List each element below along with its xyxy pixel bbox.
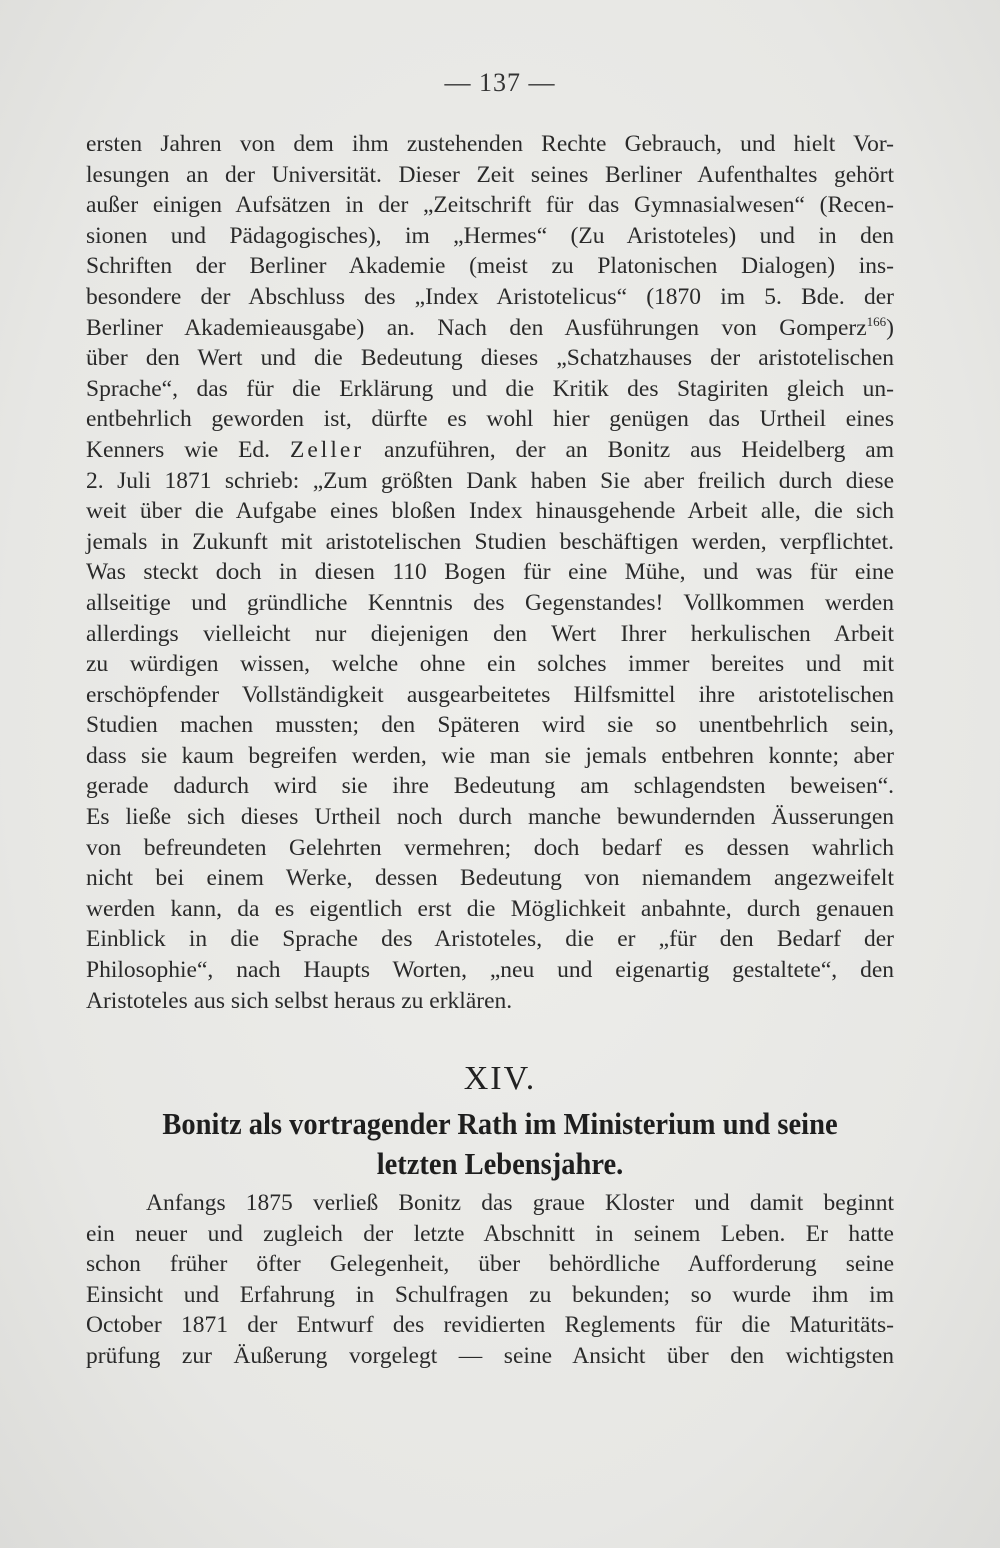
text-line: Einblick in die Sprache des Aristoteles, die er „für den Bedarf der [86, 926, 894, 953]
paragraph-1 [86, 129, 894, 1016]
text-segment: Kenners wie Ed. [86, 436, 271, 463]
text-line: entbehrlich geworden ist, dürfte es wohl hier genügen das Urtheil eines [86, 406, 894, 433]
text-line: außer einigen Aufsätzen in der „Zeitschrift für das Gymnasialwesen“ (Recen- [86, 192, 894, 219]
text-line: Sprache“, das für die Erklärung und die Kritik des Stagiriten gleich un- [86, 375, 894, 402]
text-segment: anzuführen, der an Bonitz aus Heidelberg am [384, 436, 895, 463]
text-line: Studien machen mussten; den Späteren wird sie so unentbehrlich sein, [86, 712, 894, 739]
text-line: sionen und Pädagogisches), im „Hermes“ (Zu Aristoteles) und in den [86, 222, 894, 249]
text-line: Philosophie“, nach Haupts Worten, „neu und eigenartig gestaltete“, den [86, 957, 894, 984]
chapter-number: XIV. [463, 1060, 537, 1097]
text-line: Schriften der Berliner Akademie (meist zu Platonischen Dialogen) ins- [86, 253, 894, 280]
text-line: ersten Jahren von dem ihm zustehenden Rechte Gebrauch, und hielt Vor- [86, 131, 894, 157]
text-line: jemals in Zukunft mit aristotelischen Studien beschäftigen werden, verpflichtet. [86, 528, 894, 555]
text-line: ein neuer und zugleich der letzte Abschnitt in seinem Leben. Er hatte [86, 1220, 894, 1247]
text-line: erschöpfender Vollständigkeit ausgearbeitetes Hilfsmittel ihre aristotelischen [86, 681, 894, 708]
text-line: lesungen an der Universität. Dieser Zeit seines Berliner Aufenthaltes gehört [86, 161, 894, 188]
text-line: über den Wert und die Bedeutung dieses „Schatzhauses der aristotelischen [86, 345, 894, 372]
text-line: prüfung zur Äußerung vorgelegt — seine Ansicht über den wichtigsten [86, 1342, 894, 1369]
text-line-with-footnote: Berliner Akademieausgabe) an. Nach den Ausführungen von Gomperz$^{166}$) [86, 313, 894, 341]
text-line: Aristoteles aus sich selbst heraus zu erklären. [86, 987, 513, 1014]
footnote-reference: 166 [866, 313, 887, 329]
text-line: 2. Juli 1871 schrieb: „Zum größten Dank haben Sie aber freilich durch diese [86, 467, 894, 494]
text-line: werden kann, da es eigentlich erst die Möglichkeit anbahnte, durch genauen [86, 895, 894, 922]
text-line: zu würdigen wissen, welche ohne ein solches immer bereites und mit [86, 651, 894, 678]
text-line: dass sie kaum begreifen werden, wie man sie jemals entbehren konnte; aber [86, 742, 894, 769]
text-line: October 1871 der Entwurf des revidierten Reglements für die Maturitäts- [86, 1312, 894, 1339]
text-line: allseitige und gründliche Kenntnis des Gegenstandes! Vollkommen werden [86, 589, 894, 616]
text-line: weit über die Aufgabe eines bloßen Index hinausgehende Arbeit alle, die sich [86, 498, 894, 525]
spaced-name: Zeller [290, 436, 365, 463]
text-line: allerdings vielleicht nur diejenigen den Wert Ihrer herkulischen Arbeit [86, 620, 894, 647]
chapter-title-line-1: Bonitz als vortragender Rath im Ministerium und seine [162, 1106, 838, 1141]
chapter-title-line-2: letzten Lebensjahre. [376, 1146, 624, 1181]
text-line: schon früher öfter Gelegenheit, über behördliche Aufforderung seine [86, 1251, 894, 1278]
text-line: von befreundeten Gelehrten vermehren; doch bedarf es dessen wahrlich [86, 834, 894, 861]
page-number: — 137 — [444, 68, 556, 97]
text-line: Es ließe sich dieses Urtheil noch durch manche bewundernden Äusserungen [86, 804, 894, 831]
text-line: Einsicht und Erfahrung in Schulfragen zu bekunden; so wurde ihm im [86, 1281, 894, 1308]
text-line: gerade dadurch wird sie ihre Bedeutung am schlagendsten beweisen“. [86, 773, 894, 800]
text-segment: Berliner Akademieausgabe) an. Nach den Ausführungen von Gomperz [86, 314, 867, 341]
text-line: Anfangs 1875 verließ Bonitz das graue Kloster und damit beginnt [146, 1190, 894, 1216]
text-line: Was steckt doch in diesen 110 Bogen für eine Mühe, und was für eine [86, 559, 894, 586]
text-line: besondere der Abschluss des „Index Aristotelicus“ (1870 im 5. Bde. der [86, 283, 894, 310]
paragraph-2 [86, 1188, 894, 1372]
text-line-with-name [86, 435, 894, 466]
text-line: nicht bei einem Werke, dessen Bedeutung von niemandem angezweifelt [86, 865, 894, 892]
